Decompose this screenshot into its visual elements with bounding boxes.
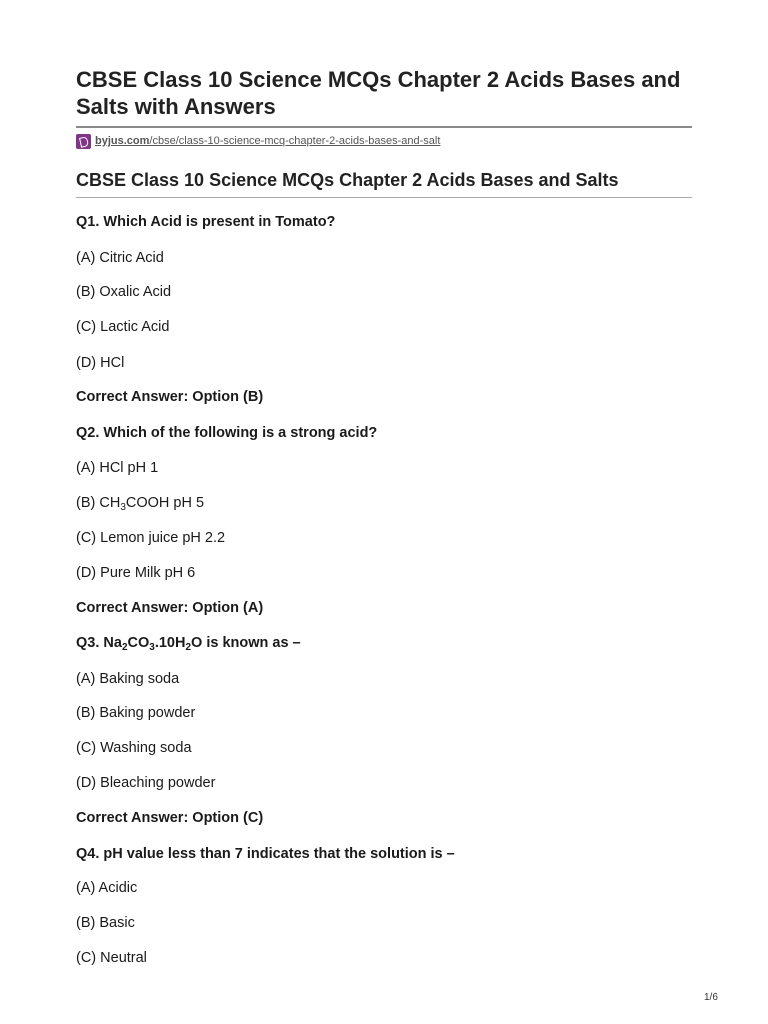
title-divider (76, 126, 692, 128)
formula-part: (B) CH (76, 495, 121, 511)
formula-part: Q3. Na (76, 635, 122, 651)
question-3-option-c: (C) Washing soda (76, 740, 192, 756)
question-4-option-a: (A) Acidic (76, 880, 138, 896)
question-1-option-b: (B) Oxalic Acid (76, 284, 172, 300)
formula-subscript: 2 (121, 642, 128, 653)
question-2-option-d: (D) Pure Milk pH 6 (76, 565, 196, 581)
section-divider (76, 197, 692, 198)
question-1-answer: Correct Answer: Option (B) (76, 389, 264, 405)
source-url (76, 132, 440, 150)
formula-part: .10H (154, 635, 186, 651)
formula-part: CO (127, 635, 150, 651)
question-4: Q4. pH value less than 7 indicates that the solution is – (76, 846, 455, 862)
source-path: /cbse/class-10-science-mcq-chapter-2-acids-bases-and-salt (149, 135, 441, 147)
formula-subscript: 3 (149, 642, 155, 653)
formula-subscript: 2 (185, 642, 192, 653)
question-4-option-c: (C) Neutral (76, 950, 147, 966)
question-2-option-b (76, 494, 204, 512)
question-2: Q2. Which of the following is a strong acid? (76, 425, 378, 441)
question-1-option-a: (A) Citric Acid (76, 250, 164, 266)
question-3-answer: Correct Answer: Option (C) (76, 810, 264, 826)
formula-part: O is known as – (191, 635, 301, 651)
question-2-option-c: (C) Lemon juice pH 2.2 (76, 530, 226, 546)
page-title: CBSE Class 10 Science MCQs Chapter 2 Acids Bases and Salts with Answers (76, 67, 681, 119)
page-number: 1/6 (704, 992, 718, 1003)
formula-subscript: 3 (120, 502, 126, 513)
question-4-option-b: (B) Basic (76, 915, 135, 931)
question-1-option-d: (D) HCl (76, 355, 125, 371)
question-2-answer: Correct Answer: Option (A) (76, 600, 264, 616)
source-domain: byjus.com (95, 135, 150, 147)
question-1: Q1. Which Acid is present in Tomato? (76, 214, 336, 230)
question-3-option-a: (A) Baking soda (76, 671, 180, 687)
question-2-option-a: (A) HCl pH 1 (76, 460, 159, 476)
formula-part: COOH pH 5 (125, 495, 205, 511)
question-3 (76, 634, 301, 652)
byjus-logo-icon (76, 134, 91, 149)
question-3-option-d: (D) Bleaching powder (76, 775, 216, 791)
section-title: CBSE Class 10 Science MCQs Chapter 2 Acids Bases and Salts (76, 170, 619, 190)
question-1-option-c: (C) Lactic Acid (76, 319, 170, 335)
question-3-option-b: (B) Baking powder (76, 705, 196, 721)
source-link[interactable] (95, 135, 440, 147)
